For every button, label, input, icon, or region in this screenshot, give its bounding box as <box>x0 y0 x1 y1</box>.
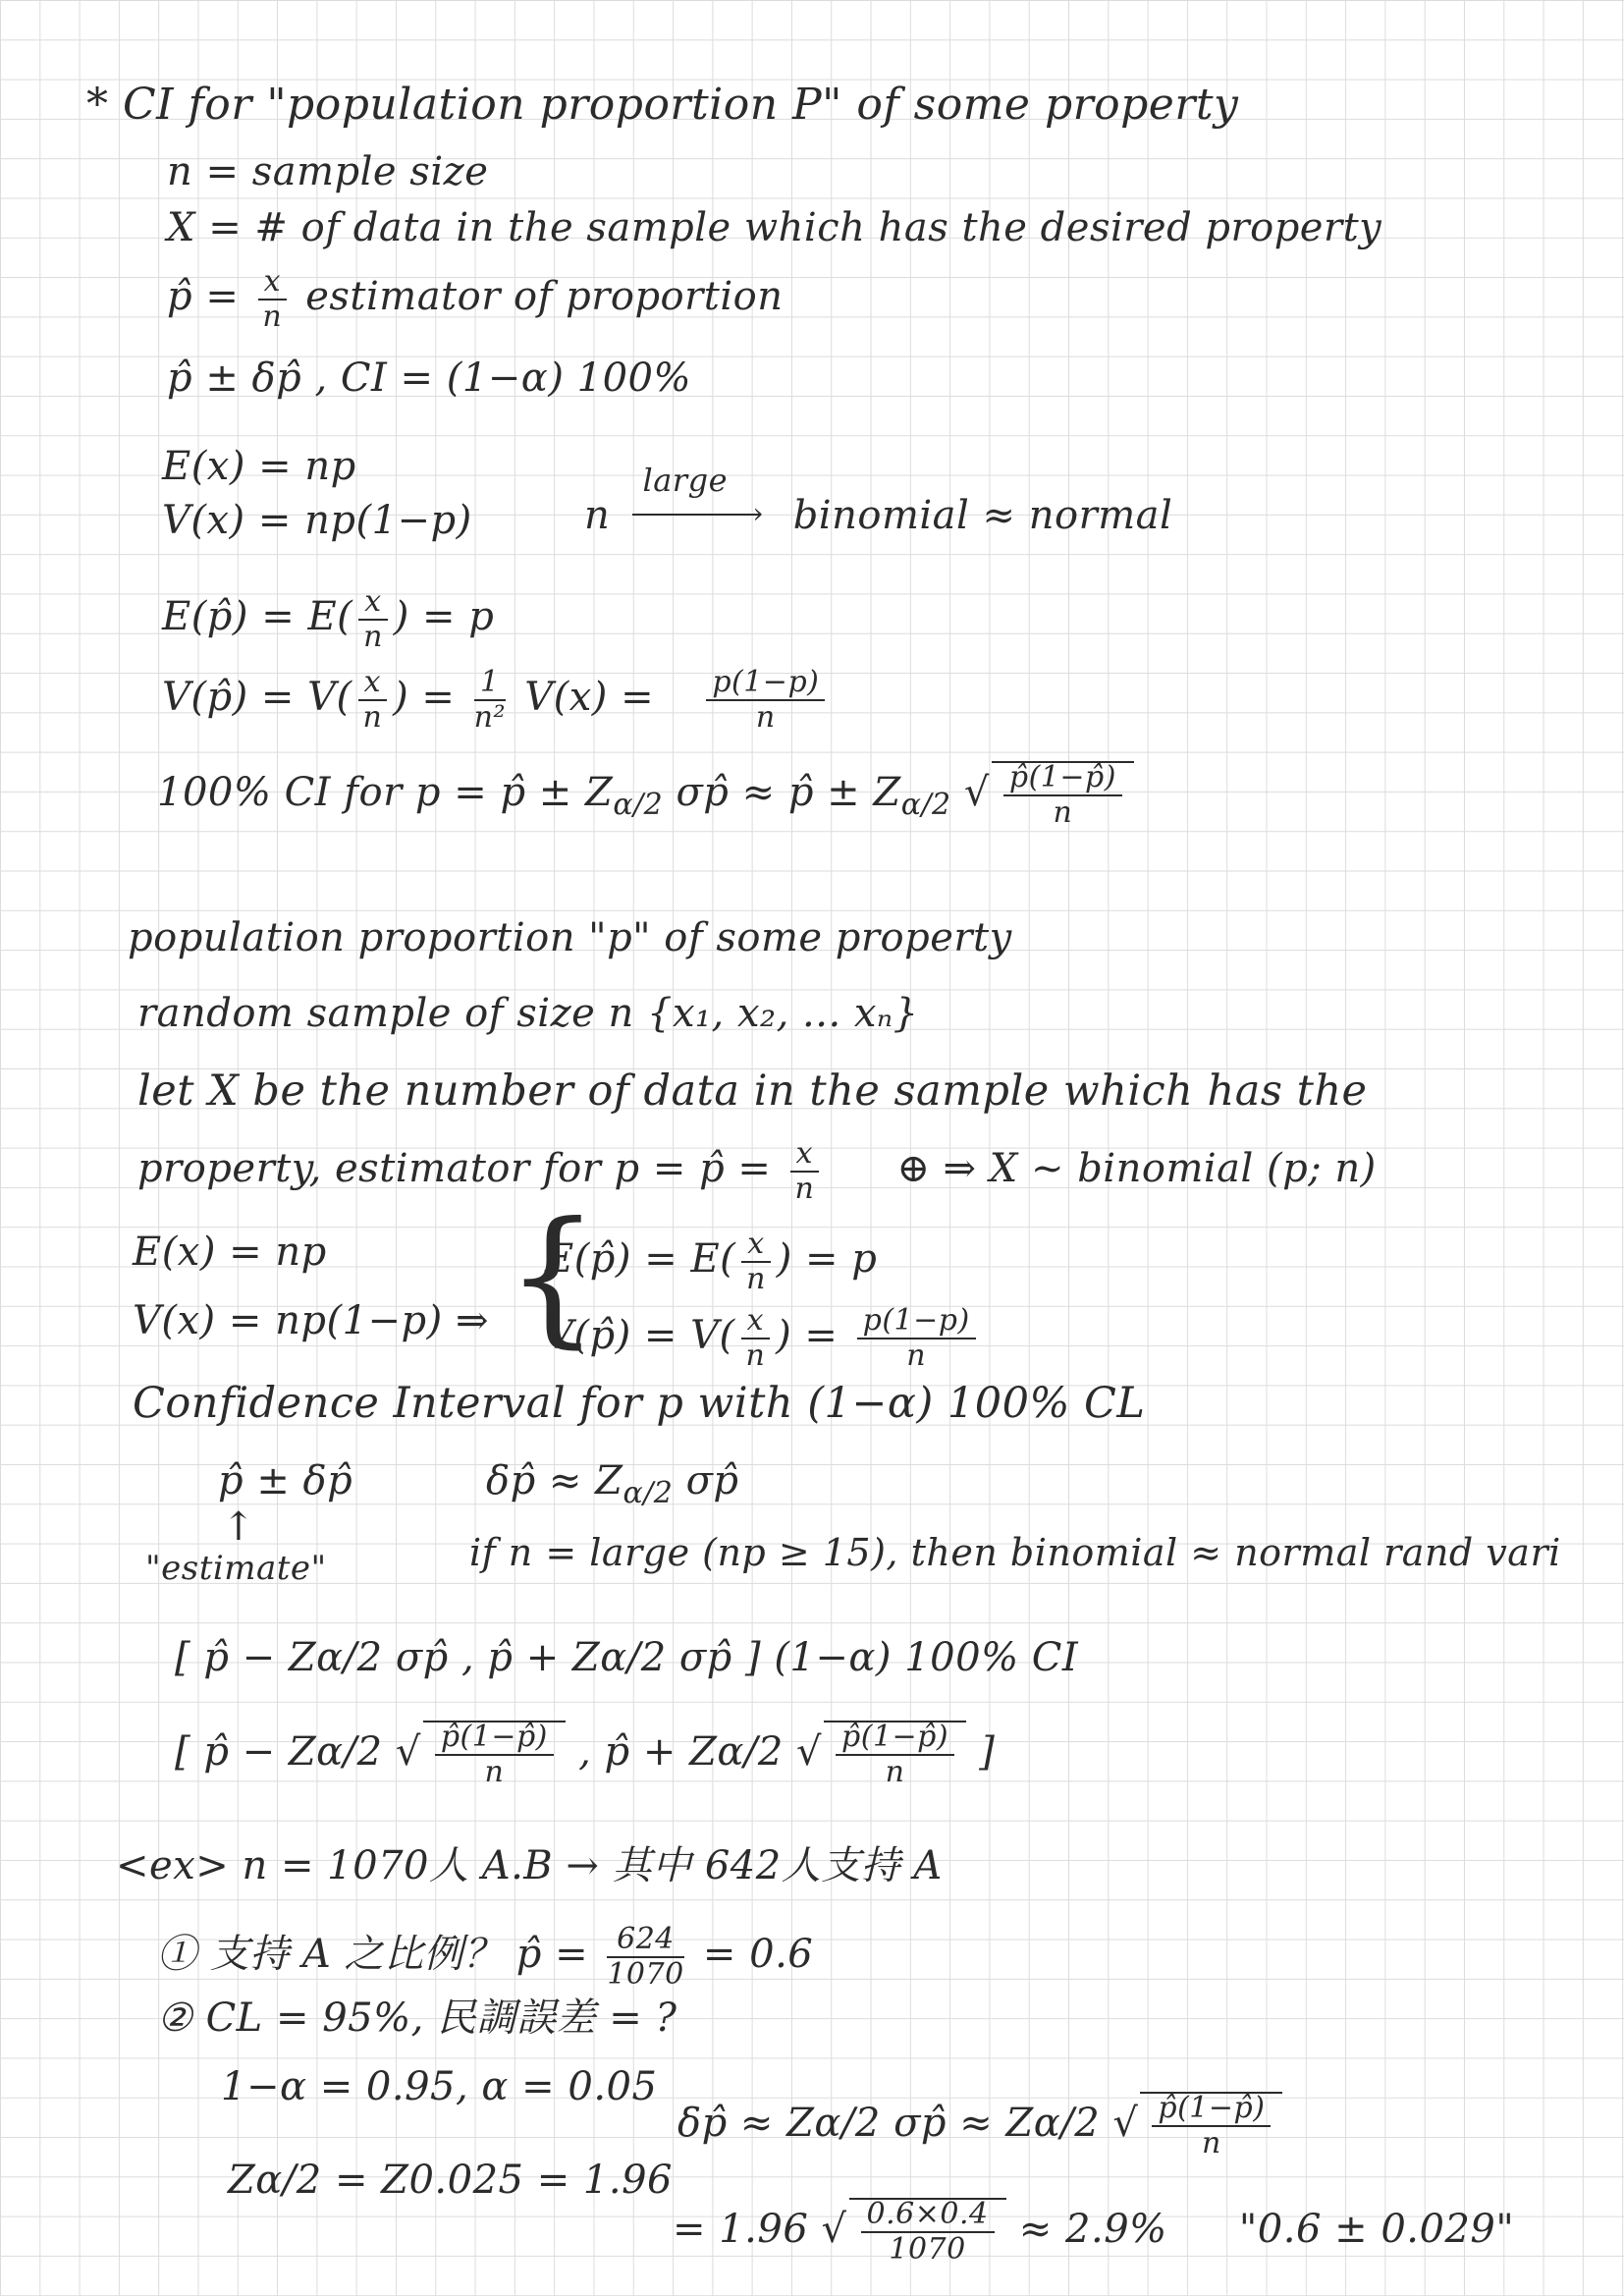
large-n-approx <box>584 462 1173 538</box>
sqrt-content <box>992 761 1134 828</box>
fraction-denominator: n <box>262 300 283 334</box>
delta-approx <box>486 1458 739 1510</box>
calc-fraction <box>861 2197 995 2267</box>
fraction-denominator: 1070 <box>889 2232 966 2267</box>
binomial-text: ⊕ ⇒ X ~ binomial (p; n) <box>896 1146 1377 1191</box>
fraction-numerator: 0.6×0.4 <box>861 2200 995 2233</box>
fraction-numerator: p̂(1−p̂) <box>435 1722 554 1756</box>
phat-one-minus-phat-over-n <box>435 1722 554 1787</box>
fraction-denominator: n <box>794 1172 815 1206</box>
n-definition: n = sample size <box>167 149 489 194</box>
fraction-numerator: p(1−p) <box>857 1306 976 1339</box>
section2-vx: V(x) = np(1−p) ⇒ <box>133 1298 489 1343</box>
x-over-n-fraction <box>741 1303 770 1373</box>
alpha-half-subscript: α/2 <box>900 788 951 822</box>
variance-phat <box>162 665 831 735</box>
fraction-denominator: n <box>746 1262 766 1296</box>
estimator-text: property, estimator for p = p̂ = <box>137 1146 772 1191</box>
q1-left: ① 支持 A 之比例？ p̂ = <box>157 1932 589 1977</box>
section2-line3: let X be the number of data in the sample which has the <box>137 1066 1368 1116</box>
alpha-half-subscript: α/2 <box>623 1476 674 1510</box>
phat-definition <box>167 264 784 334</box>
sqrt-content <box>423 1721 566 1787</box>
x-over-n-fraction <box>741 1227 770 1296</box>
estimate-pm: p̂ ± δp̂ <box>218 1458 353 1503</box>
left-brace-icon: { <box>506 1191 600 1362</box>
fraction-numerator: x <box>741 1306 770 1339</box>
calc-right: ≈ 2.9% <box>1018 2207 1167 2252</box>
fraction-denominator: n <box>1053 795 1073 830</box>
fraction-numerator: x <box>358 587 387 621</box>
interval-sigma: [ p̂ − Zα/2 σp̂ , p̂ + Zα/2 σp̂ ] (1−α) 100% CI <box>175 1635 1079 1680</box>
fraction-denominator: 1070 <box>607 1957 684 1992</box>
n-label: n <box>584 493 611 538</box>
expectation-x: E(x) = np <box>162 444 356 489</box>
fraction-numerator: x <box>790 1139 819 1173</box>
section2-e-phat <box>545 1227 878 1296</box>
p-one-minus-p-over-n <box>857 1303 976 1373</box>
delta-tail: σp̂ <box>685 1458 739 1503</box>
section2-line4 <box>137 1136 1377 1206</box>
fraction-numerator: x <box>741 1230 770 1263</box>
section2-v-phat <box>545 1303 982 1373</box>
sqrt-icon: √ <box>963 770 990 815</box>
one-over-n-squared <box>473 665 506 735</box>
fraction-denominator: n² <box>473 700 506 735</box>
fraction-denominator: n <box>484 1755 505 1789</box>
fraction-numerator: p̂(1−p̂) <box>1152 2094 1271 2127</box>
phat-one-minus-phat-over-n <box>1003 760 1122 830</box>
interval-left: [ p̂ − Zα/2 <box>175 1729 383 1775</box>
example-delta <box>677 2092 1282 2159</box>
phat-ci-line: p̂ ± δp̂ , CI = (1−α) 100% <box>167 355 691 401</box>
section2-ex: E(x) = np <box>133 1230 327 1275</box>
x-definition: X = # of data in the sample which has the desired property <box>167 205 1382 250</box>
phat-one-minus-phat-over-n <box>836 1722 954 1787</box>
calc-left: = 1.96 <box>673 2207 809 2252</box>
large-label: large <box>642 462 729 499</box>
ratio-fraction <box>607 1922 684 1992</box>
ci-left: 100% CI for p = p̂ ± Z <box>157 770 614 815</box>
example-q2: ② CL = 95%, 民調誤差 = ? <box>157 1995 677 2041</box>
sqrt-content <box>849 2198 1006 2265</box>
x-over-n-fraction <box>358 584 387 654</box>
example-line1: <ex> n = 1070人 A.B → 其中 642人支持 A <box>116 1843 943 1888</box>
v-phat-left: V(p̂) = V( <box>162 675 352 720</box>
example-z: Zα/2 = Z0.025 = 1.96 <box>228 2158 673 2203</box>
interval-right: ] <box>979 1729 996 1775</box>
e-phat-left: E(p̂) = E( <box>162 594 353 639</box>
interval-mid: , p̂ + Zα/2 <box>578 1729 784 1775</box>
estimate-arrow-icon: ↑ <box>222 1504 256 1550</box>
interval-sqrt <box>175 1721 995 1787</box>
fraction-denominator: n <box>363 620 383 654</box>
fraction-numerator: p(1−p) <box>706 668 825 701</box>
example-alpha: 1−α = 0.95, α = 0.05 <box>221 2064 658 2109</box>
fraction-denominator: n <box>755 700 776 735</box>
large-n-note: if n = large (np ≥ 15), then binomial ≈ normal rand vari <box>469 1531 1561 1574</box>
sqrt-content <box>824 1721 966 1787</box>
fraction-numerator: 624 <box>607 1925 683 1958</box>
sqrt-content <box>1140 2092 1282 2159</box>
v-phat-vx: V(x) = <box>524 675 655 720</box>
binomial-normal: binomial ≈ normal <box>792 493 1173 538</box>
q1-right: = 0.6 <box>702 1932 814 1977</box>
fraction-numerator: p̂(1−p̂) <box>1003 763 1122 796</box>
fraction-numerator: p̂(1−p̂) <box>836 1722 954 1756</box>
delta-left: δp̂ ≈ Z <box>486 1458 623 1503</box>
fraction-denominator: n <box>745 1339 766 1373</box>
e-phat-right: ) = p <box>776 1236 878 1282</box>
fraction-numerator: x <box>358 668 387 701</box>
sqrt-icon: √ <box>821 2207 847 2252</box>
x-over-n-fraction <box>358 665 387 735</box>
section1-title: * CI for "population proportion P" of some property <box>86 80 1239 130</box>
sqrt-icon: √ <box>796 1729 823 1775</box>
fraction-denominator: n <box>906 1339 927 1373</box>
phat-one-minus-phat-over-n <box>1152 2091 1271 2160</box>
alpha-half-subscript: α/2 <box>613 788 664 822</box>
section2-line2: random sample of size n {x₁, x₂, ... xₙ} <box>137 991 919 1036</box>
v-phat-mid: ) = <box>393 675 456 720</box>
answer: "0.6 ± 0.029" <box>1238 2207 1515 2252</box>
large-arrow <box>632 462 770 535</box>
phat-label: p̂ = <box>167 274 240 319</box>
v-phat-right: ) = <box>776 1313 839 1358</box>
example-q1 <box>157 1922 814 1992</box>
sqrt-icon: √ <box>1112 2101 1139 2146</box>
p-one-minus-p-over-n <box>706 665 825 735</box>
section2-line1: population proportion "p" of some property <box>128 915 1012 960</box>
ci-formula <box>157 761 1134 828</box>
example-calc <box>673 2198 1514 2265</box>
variance-x: V(x) = np(1−p) <box>162 498 472 543</box>
fraction-numerator: x <box>258 267 287 301</box>
delta-left: δp̂ ≈ Zα/2 σp̂ ≈ Zα/2 <box>677 2101 1101 2146</box>
x-over-n-fraction <box>790 1136 819 1206</box>
fraction-denominator: n <box>1202 2126 1221 2160</box>
phat-description: estimator of proportion <box>305 274 784 319</box>
expectation-phat <box>162 584 495 654</box>
arrow-head-icon: › <box>752 497 765 529</box>
fraction-denominator: n <box>885 1755 905 1789</box>
e-phat-left: E(p̂) = E( <box>545 1236 736 1282</box>
ci-mid: σp̂ ≈ p̂ ± Z <box>676 770 901 815</box>
x-over-n-fraction <box>258 264 287 334</box>
v-phat-left: V(p̂) = V( <box>545 1313 735 1358</box>
estimate-label: "estimate" <box>145 1549 327 1588</box>
e-phat-right: ) = p <box>393 594 495 639</box>
sqrt-icon: √ <box>395 1729 421 1775</box>
ci-heading: Confidence Interval for p with (1−α) 100% CL <box>133 1379 1146 1428</box>
fraction-denominator: n <box>362 700 383 735</box>
fraction-numerator: 1 <box>474 668 506 701</box>
